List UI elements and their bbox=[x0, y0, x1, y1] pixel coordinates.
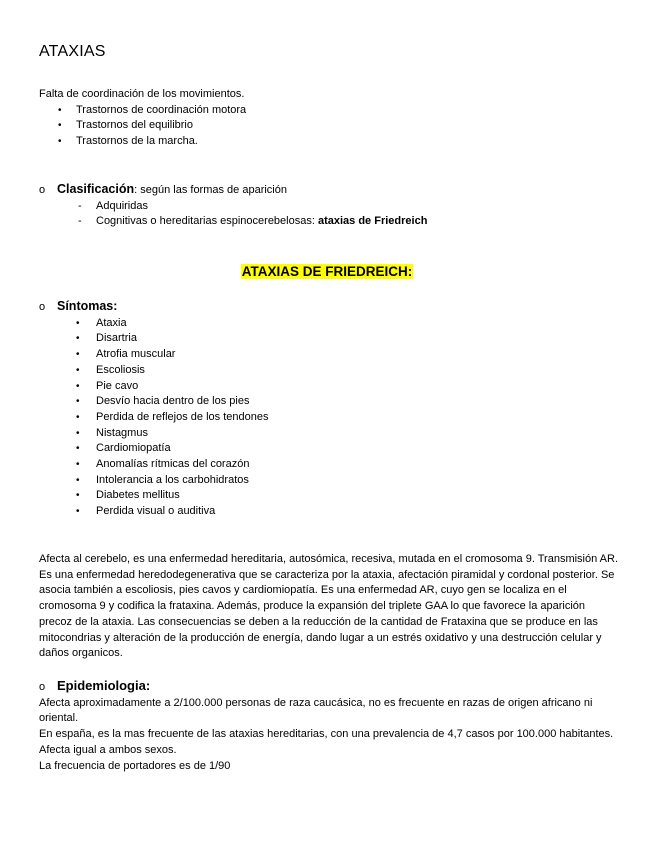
list-item: • Ataxia bbox=[39, 316, 268, 332]
list-item-text: Adquiridas bbox=[96, 199, 148, 212]
clasificacion-section bbox=[39, 182, 427, 230]
epidemiologia-heading bbox=[39, 678, 619, 696]
list-item: • Perdida visual o auditiva bbox=[39, 504, 268, 520]
list-item: • Cardiomiopatía bbox=[39, 441, 268, 457]
list-item: • Trastornos del equilibrio bbox=[39, 118, 246, 134]
circle-bullet-icon: o bbox=[39, 301, 46, 313]
sintomas-label: Síntomas: bbox=[57, 299, 118, 313]
list-item bbox=[39, 214, 427, 230]
intro-text: Falta de coordinación de los movimientos. bbox=[39, 88, 245, 100]
sintomas-heading bbox=[39, 299, 268, 316]
epidemiologia-line: Afecta igual a ambos sexos. bbox=[39, 743, 177, 756]
epidemiologia-label: Epidemiologia: bbox=[57, 678, 151, 693]
list-item: • Pie cavo bbox=[39, 379, 268, 395]
clasificacion-list bbox=[39, 199, 427, 230]
epidemiologia-section bbox=[39, 678, 619, 774]
list-item: • Nistagmus bbox=[39, 426, 268, 442]
intro-section bbox=[39, 87, 246, 150]
list-item: • Anomalías rítmicas del corazón bbox=[39, 457, 268, 473]
list-item-bold: ataxias de Friedreich bbox=[317, 215, 428, 228]
friedreich-heading bbox=[39, 263, 615, 282]
list-item: • Trastornos de coordinación motora bbox=[39, 103, 246, 119]
clasificacion-heading bbox=[39, 182, 427, 199]
circle-bullet-icon: o bbox=[39, 681, 46, 693]
description-paragraph: Afecta al cerebelo, es una enfermedad hereditaria, autosómica, recesiva, mutada en el cromosoma 9. Transmisión AR. Es una enfermedad heredodegenerativa que se caracteriza por la ataxia, afectación piramidal y cordonal posterior. Se asocia también a escoliosis, pies cavos y cardiomiopatía. Es una enfermedad AR, cuyo gen se localiza en el cromosoma 9 y codifica la frataxina. Además, produce la expansión del triplete GAA lo que favorece la aparición precoz de la ataxia. Las consecuencias se deben a la reducción de la cantidad de Frataxina que se produce en las mitocondrias y alteración de la producción de energía, dando lugar a un estrés oxidativo y una destrucción celular y daños organicos. bbox=[39, 553, 619, 660]
sintomas-list bbox=[39, 316, 268, 520]
circle-bullet-icon: o bbox=[39, 184, 46, 196]
list-item-text: Cognitivas o hereditarias espinocerebelosas: bbox=[96, 215, 318, 228]
list-item: • Atrofia muscular bbox=[39, 347, 268, 363]
list-item: • Desvío hacia dentro de los pies bbox=[39, 394, 268, 410]
document-title: ATAXIAS bbox=[39, 43, 106, 60]
epidemiologia-line: En españa, es la mas frecuente de las ataxias hereditarias, con una prevalencia de 4,7 casos por 100.000 habitantes. bbox=[39, 728, 614, 741]
intro-list bbox=[39, 103, 246, 150]
epidemiologia-line: Afecta aproximadamente a 2/100.000 personas de raza caucásica, no es frecuente en razas de origen africano ni oriental. bbox=[39, 696, 593, 725]
list-item: • Diabetes mellitus bbox=[39, 488, 268, 504]
sintomas-section bbox=[39, 299, 268, 520]
list-item bbox=[39, 199, 427, 215]
list-item: • Intolerancia a los carbohidratos bbox=[39, 473, 268, 489]
list-item: • Escoliosis bbox=[39, 363, 268, 379]
clasificacion-label: Clasificación bbox=[57, 182, 135, 196]
highlighted-heading: ATAXIAS DE FRIEDREICH: bbox=[241, 264, 413, 279]
list-item: • Perdida de reflejos de los tendones bbox=[39, 410, 268, 426]
clasificacion-rest: : según las formas de aparición bbox=[134, 184, 287, 196]
list-item: • Disartria bbox=[39, 331, 268, 347]
list-item: • Trastornos de la marcha. bbox=[39, 134, 246, 150]
epidemiologia-line: La frecuencia de portadores es de 1/90 bbox=[39, 759, 231, 772]
